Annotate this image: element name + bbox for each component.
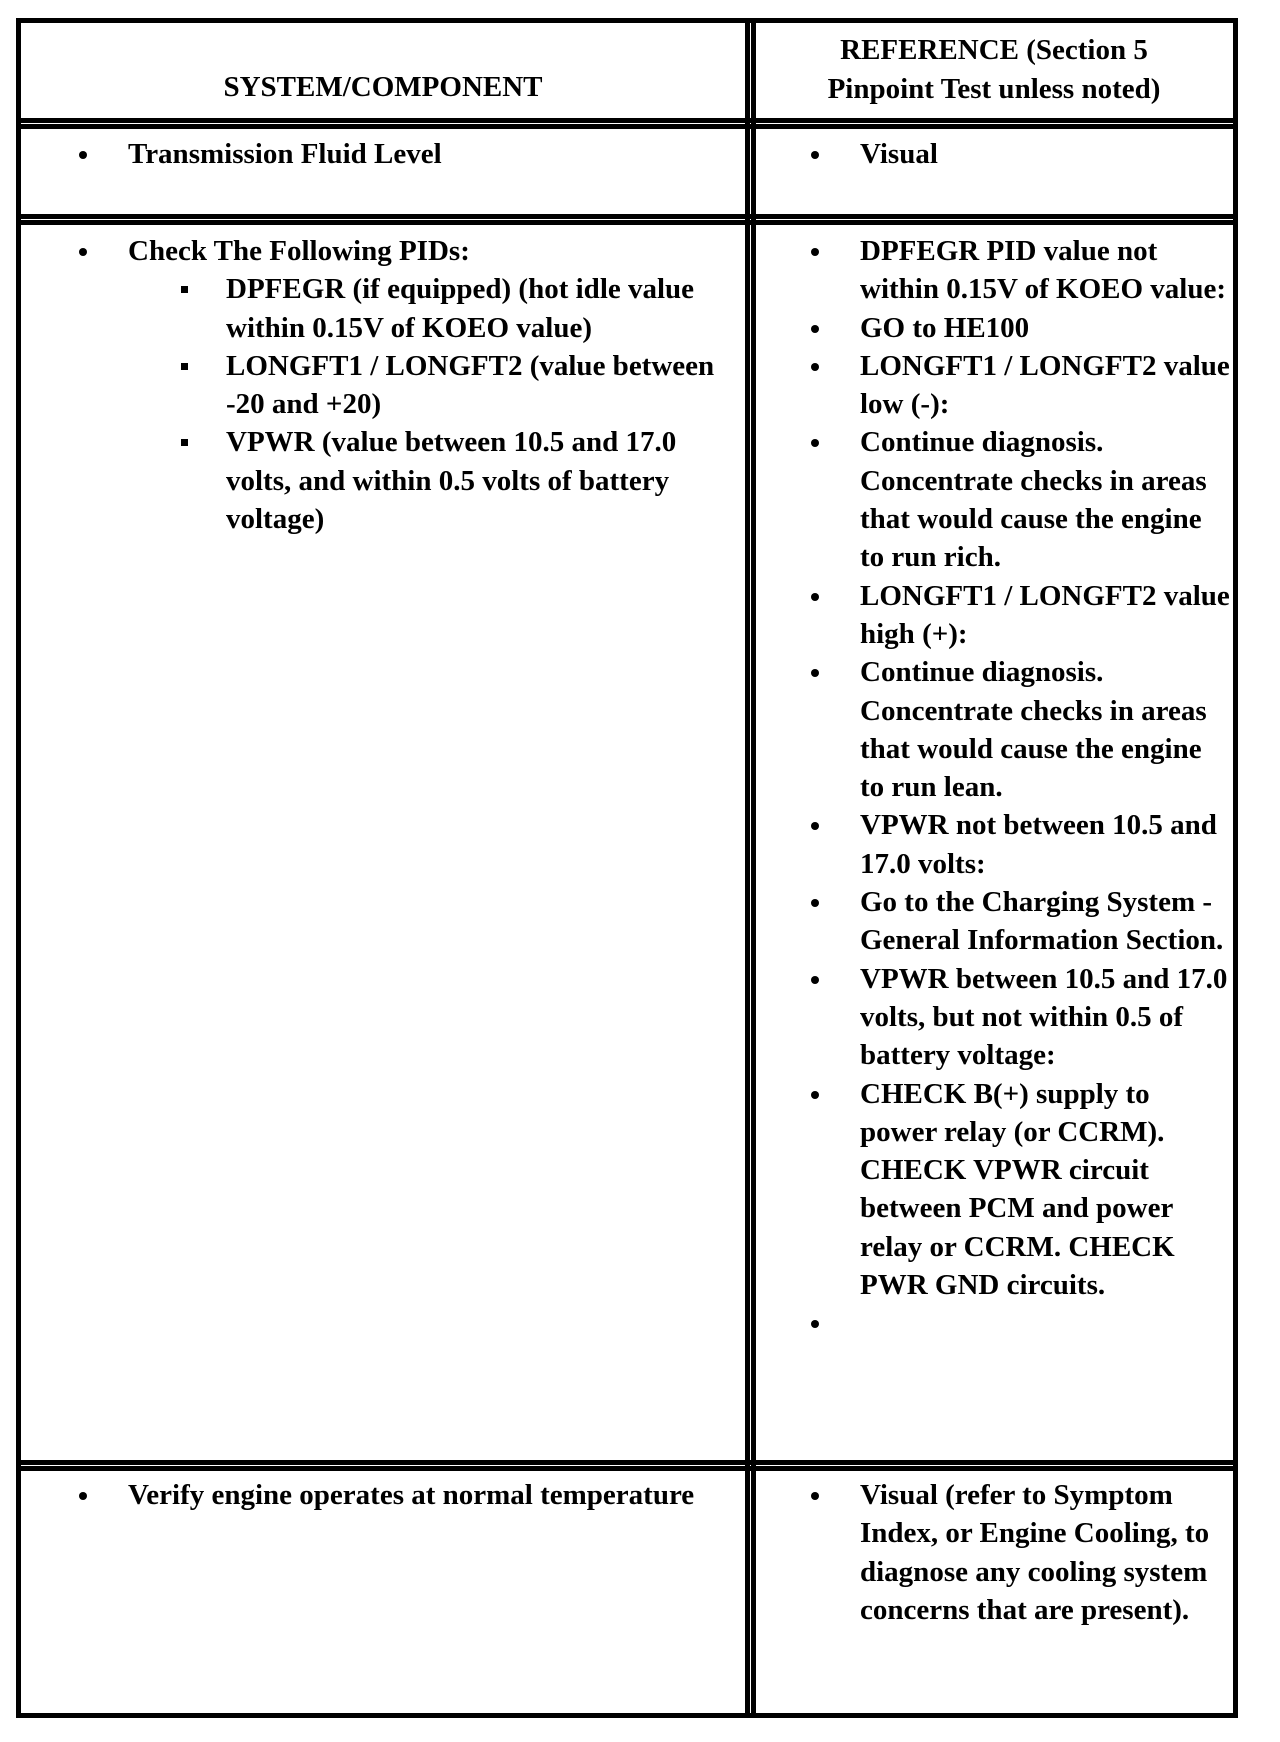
list-item: GO to HE100: [860, 309, 1232, 347]
diagnostic-table: [16, 18, 1238, 1718]
bullet-icon: [79, 248, 87, 256]
bullet-icon: [811, 593, 819, 601]
bullet-icon: [811, 899, 819, 907]
list-item: Transmission Fluid Level: [128, 135, 728, 173]
bullet-icon: [811, 669, 819, 677]
list-item: Continue diagnosis. Concentrate checks in areas that would cause the engine to run rich.: [860, 423, 1232, 576]
bullet-icon: [79, 151, 87, 159]
row-divider: [21, 214, 1233, 219]
header-reference-line2: Pinpoint Test unless noted): [827, 73, 1161, 105]
row-3-right: [860, 1476, 1230, 1629]
list-item: Continue diagnosis. Concentrate checks in areas that would cause the engine to run lean.: [860, 653, 1232, 806]
bullet-icon: [811, 1492, 819, 1500]
list-item: Visual (refer to Symptom Index, or Engine Cooling, to diagnose any cooling system concerns that are present).: [860, 1476, 1230, 1629]
list-item: DPFEGR PID value not within 0.15V of KOEO value:: [860, 232, 1232, 309]
list-item: LONGFT1 / LONGFT2 value high (+):: [860, 577, 1232, 654]
bullet-icon: [811, 325, 819, 333]
row-divider: [21, 1460, 1233, 1465]
bullet-icon: [811, 976, 819, 984]
list-item: CHECK B(+) supply to power relay (or CCRM). CHECK VPWR circuit between PCM and power relay or CCRM. CHECK PWR GND circuits.: [860, 1075, 1232, 1305]
square-bullet-icon: [181, 439, 188, 446]
list-item: [860, 1304, 1232, 1342]
bullet-icon: [811, 151, 819, 159]
row-1-left: [128, 135, 728, 173]
header-system-component: SYSTEM/COMPONENT: [223, 71, 543, 103]
square-bullet-icon: [181, 363, 188, 370]
bullet-icon: [79, 1492, 87, 1500]
list-item: LONGFT1 / LONGFT2 value low (-):: [860, 347, 1232, 424]
bullet-icon: [811, 822, 819, 830]
list-item: LONGFT1 / LONGFT2 (value between -20 and +20): [226, 347, 738, 424]
list-item: Check The Following PIDs:: [128, 232, 738, 270]
list-item: DPFEGR (if equipped) (hot idle value within 0.15V of KOEO value): [226, 270, 738, 347]
bullet-icon: [811, 248, 819, 256]
row-divider: [21, 220, 1233, 225]
row-3-left: [128, 1476, 728, 1514]
header-reference-line1: REFERENCE (Section 5: [840, 34, 1148, 66]
row-2-left: [128, 232, 738, 538]
bullet-icon: [811, 1320, 819, 1328]
header-reference: [757, 31, 1231, 109]
bullet-icon: [811, 363, 819, 371]
list-item: VPWR (value between 10.5 and 17.0 volts, and within 0.5 volts of battery voltage): [226, 423, 738, 538]
row-2-right: [860, 232, 1232, 1342]
square-bullet-icon: [181, 286, 188, 293]
list-item: Visual: [860, 135, 1230, 173]
list-item: Go to the Charging System - General Information Section.: [860, 883, 1232, 960]
bullet-icon: [811, 439, 819, 447]
list-item: VPWR between 10.5 and 17.0 volts, but not within 0.5 of battery voltage:: [860, 960, 1232, 1075]
bullet-icon: [811, 1091, 819, 1099]
row-divider: [21, 124, 1233, 129]
list-item: Verify engine operates at normal temperature: [128, 1476, 728, 1514]
row-divider: [21, 118, 1233, 123]
row-divider: [21, 1466, 1233, 1471]
row-1-right: [860, 135, 1230, 173]
list-item: VPWR not between 10.5 and 17.0 volts:: [860, 806, 1232, 883]
